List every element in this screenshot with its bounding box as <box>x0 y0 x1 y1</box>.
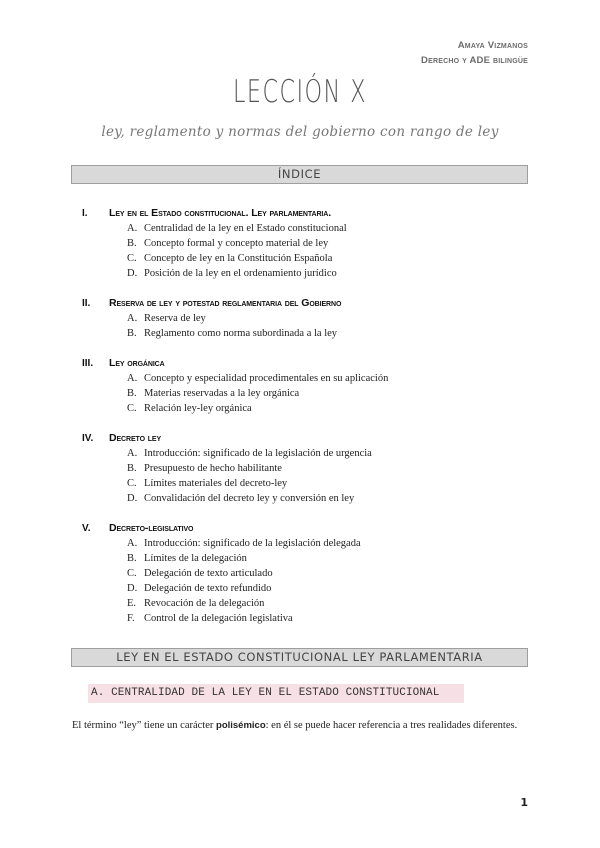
toc-item-letter: A. <box>127 448 138 459</box>
toc-item-letter: A. <box>127 373 138 384</box>
paragraph-text-before: El término “ley” tiene un carácter <box>72 720 217 731</box>
toc-item-text: Posición de la ley en el ordenamiento jurídico <box>144 268 337 279</box>
toc-section-numeral: I. <box>82 208 88 219</box>
section-heading: LEY EN EL ESTADO CONSTITUCIONAL LEY PARLAMENTARIA <box>71 648 528 667</box>
table-of-contents <box>82 206 532 641</box>
toc-item <box>82 581 532 596</box>
toc-item-letter: B. <box>127 388 137 399</box>
author-name: Amaya Vizmanos <box>457 40 528 51</box>
toc-item <box>82 371 532 386</box>
author-program: Derecho y ADE bilingüe <box>421 55 528 66</box>
toc-section <box>82 521 532 626</box>
subsection-heading: A. CENTRALIDAD DE LA LEY EN EL ESTADO CONSTITUCIONAL <box>88 684 464 703</box>
toc-item-text: Reserva de ley <box>144 313 206 324</box>
toc-item-letter: A. <box>127 223 138 234</box>
toc-item-letter: D. <box>127 583 138 594</box>
toc-item-text: Concepto formal y concepto material de ley <box>144 238 329 249</box>
toc-item-text: Concepto de ley en la Constitución Española <box>144 253 333 264</box>
body-paragraph <box>72 718 529 733</box>
toc-item-text: Control de la delegación legislativa <box>144 613 293 624</box>
toc-item <box>82 266 532 281</box>
toc-item-text: Relación ley-ley orgánica <box>144 403 252 414</box>
toc-item-letter: B. <box>127 553 137 564</box>
toc-item <box>82 311 532 326</box>
toc-section-numeral: V. <box>82 523 91 534</box>
lesson-title: LECCIÓN X <box>233 74 367 110</box>
index-heading: ÍNDICE <box>71 165 528 184</box>
paragraph-text-after: : en él se puede hacer referencia a tres realidades diferentes. <box>265 720 518 731</box>
toc-item-text: Delegación de texto refundido <box>144 583 272 594</box>
page-number: 1 <box>520 796 528 809</box>
toc-item <box>82 461 532 476</box>
toc-item-letter: C. <box>127 403 137 414</box>
toc-section-title: Decreto ley <box>109 432 162 444</box>
toc-item-letter: B. <box>127 238 137 249</box>
toc-section <box>82 206 532 281</box>
toc-section <box>82 356 532 416</box>
toc-item-text: Revocación de la delegación <box>144 598 265 609</box>
toc-section-heading <box>82 521 532 536</box>
author-block <box>421 38 528 68</box>
toc-item <box>82 326 532 341</box>
toc-item-text: Concepto y especialidad procedimentales en su aplicación <box>144 373 389 384</box>
toc-section-heading <box>82 356 532 371</box>
toc-section-title: Reserva de ley y potestad reglamentaria del Gobierno <box>109 297 342 309</box>
toc-item-text: Presupuesto de hecho habilitante <box>144 463 282 474</box>
toc-item-letter: E. <box>127 598 137 609</box>
toc-item-text: Materias reservadas a la ley orgánica <box>144 388 300 399</box>
lesson-subtitle: ley, reglamento y normas del gobierno con rango de ley <box>101 124 499 140</box>
toc-item <box>82 251 532 266</box>
paragraph-bold-term: polisémico <box>216 720 266 731</box>
toc-item-text: Introducción: significado de la legislación delegada <box>144 538 361 549</box>
toc-section-title: Ley en el Estado constitucional. Ley parlamentaria. <box>109 207 332 219</box>
toc-item-letter: F. <box>127 613 135 624</box>
toc-section-numeral: III. <box>82 358 94 369</box>
toc-item <box>82 401 532 416</box>
toc-section-title: Ley orgánica <box>109 357 165 369</box>
toc-section-title: Decreto-legislativo <box>109 522 194 534</box>
toc-item-letter: A. <box>127 538 138 549</box>
toc-item <box>82 536 532 551</box>
toc-item-letter: D. <box>127 268 138 279</box>
toc-item <box>82 551 532 566</box>
toc-item <box>82 221 532 236</box>
toc-item <box>82 476 532 491</box>
toc-item-text: Límites materiales del decreto-ley <box>144 478 288 489</box>
toc-item-text: Delegación de texto articulado <box>144 568 273 579</box>
toc-section-heading <box>82 206 532 221</box>
toc-item-text: Reglamento como norma subordinada a la ley <box>144 328 338 339</box>
toc-item <box>82 386 532 401</box>
toc-item-text: Introducción: significado de la legislación de urgencia <box>144 448 372 459</box>
toc-item-letter: C. <box>127 478 137 489</box>
toc-item <box>82 491 532 506</box>
toc-section-heading <box>82 296 532 311</box>
toc-section-numeral: IV. <box>82 433 94 444</box>
toc-item-letter: B. <box>127 328 137 339</box>
toc-item-letter: C. <box>127 568 137 579</box>
toc-item-letter: B. <box>127 463 137 474</box>
toc-item-letter: A. <box>127 313 138 324</box>
toc-item-letter: D. <box>127 493 138 504</box>
toc-section <box>82 431 532 506</box>
toc-item <box>82 236 532 251</box>
toc-item <box>82 611 532 626</box>
toc-item <box>82 566 532 581</box>
toc-item-text: Límites de la delegación <box>144 553 247 564</box>
toc-item-letter: C. <box>127 253 137 264</box>
toc-section <box>82 296 532 341</box>
toc-item <box>82 596 532 611</box>
toc-item-text: Convalidación del decreto ley y conversión en ley <box>144 493 355 504</box>
toc-section-numeral: II. <box>82 298 91 309</box>
toc-section-heading <box>82 431 532 446</box>
toc-item <box>82 446 532 461</box>
toc-item-text: Centralidad de la ley en el Estado constitucional <box>144 223 347 234</box>
